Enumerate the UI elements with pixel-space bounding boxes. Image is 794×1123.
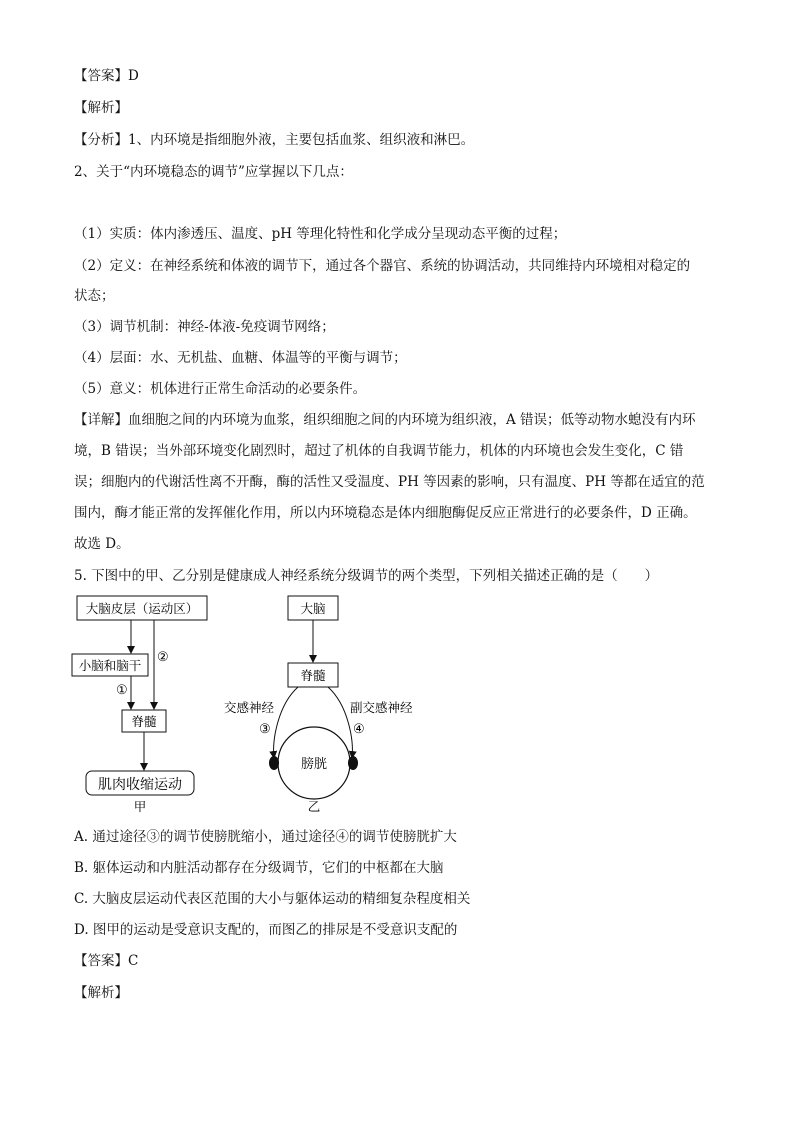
nerve-ending-right — [348, 756, 358, 770]
path-2-label: ② — [157, 650, 169, 665]
path-3-label: ③ — [259, 722, 271, 737]
nerve-ending-left — [269, 756, 279, 770]
diagram-jia — [72, 596, 207, 814]
analysis-heading-q4: 【解析】 — [74, 100, 128, 116]
spinal-label-yi: 脊髓 — [300, 668, 326, 683]
caption-yi: 乙 — [307, 799, 321, 814]
detail-line: 故选 D。 — [74, 536, 130, 552]
bladder-label: 膀胱 — [300, 757, 328, 772]
detail-line: 境，B 错误；当外部环境变化剧烈时，超过了机体的自我调节能力，机体的内环境也会发生变化，C 错 — [74, 443, 684, 459]
cerebellum-label: 小脑和脑干 — [78, 658, 142, 673]
detail-line: 误；细胞内的代谢活性离不开酶，酶的活性又受温度、PH 等因素的影响，只有温度、PH 等都在适宜的范 — [74, 474, 705, 490]
answer-line-q4: 【答案】D — [74, 68, 139, 84]
detail-line: 围内，酶才能正常的发挥催化作用，所以内环境稳态是体内细胞酶促反应正常进行的必要条件，D 正确。 — [74, 505, 697, 521]
analysis-line: （2）定义：在神经系统和体液的调节下，通过各个器官、系统的协调活动，共同维持内环境相对稳定的 — [74, 258, 691, 274]
analysis-line: （5）意义：机体进行正常生命活动的必要条件。 — [74, 381, 367, 397]
analysis-line: （1）实质：体内渗透压、温度、pH 等理化特性和化学成分呈现动态平衡的过程； — [74, 226, 567, 242]
analysis-line: 2、关于“内环境稳态的调节”应掌握以下几点： — [74, 164, 353, 180]
caption-jia: 甲 — [133, 799, 147, 814]
option-c: C. 大脑皮层运动代表区范围的大小与躯体运动的精细复杂程度相关 — [74, 891, 471, 907]
answer-line-q5: 【答案】C — [74, 953, 139, 969]
sympathetic-label: 交感神经 — [224, 700, 275, 715]
spinal-label-jia: 脊髓 — [131, 714, 157, 729]
option-b: B. 躯体运动和内脏活动都存在分级调节，它们的中枢都在大脑 — [74, 860, 444, 876]
path-4-label: ④ — [353, 722, 365, 737]
diagram-yi — [224, 596, 413, 814]
parasympathetic-label: 副交感神经 — [350, 700, 413, 715]
option-a: A. 通过途径③的调节使膀胱缩小，通过途径④的调节使膀胱扩大 — [74, 829, 457, 845]
analysis-line: 状态； — [74, 288, 115, 304]
analysis-heading-q5: 【解析】 — [74, 985, 128, 1001]
muscle-label: 肌肉收缩运动 — [98, 777, 182, 793]
analysis-line: （4）层面：水、无机盐、血糖、体温等的平衡与调节； — [74, 350, 407, 366]
option-d: D. 图甲的运动是受意识支配的，而图乙的排尿是不受意识支配的 — [74, 922, 458, 938]
path-1-label: ① — [116, 683, 128, 698]
cortex-label: 大脑皮层（运动区） — [85, 601, 199, 616]
question-stem-q5: 5. 下图中的甲、乙分别是健康成人神经系统分级调节的两个类型，下列相关描述正确的是（ ） — [74, 568, 659, 584]
analysis-line: （3）调节机制：神经-体液-免疫调节网络； — [74, 319, 335, 335]
detail-line: 【详解】血细胞之间的内环境为血浆，组织细胞之间的内环境为组织液，A 错误；低等动物水螅没有内环 — [74, 412, 696, 428]
analysis-line: 【分析】1、内环境是指细胞外液，主要包括血浆、组织液和淋巴。 — [74, 132, 475, 148]
brain-label: 大脑 — [300, 601, 326, 616]
nervous-regulation-diagram — [0, 590, 794, 815]
